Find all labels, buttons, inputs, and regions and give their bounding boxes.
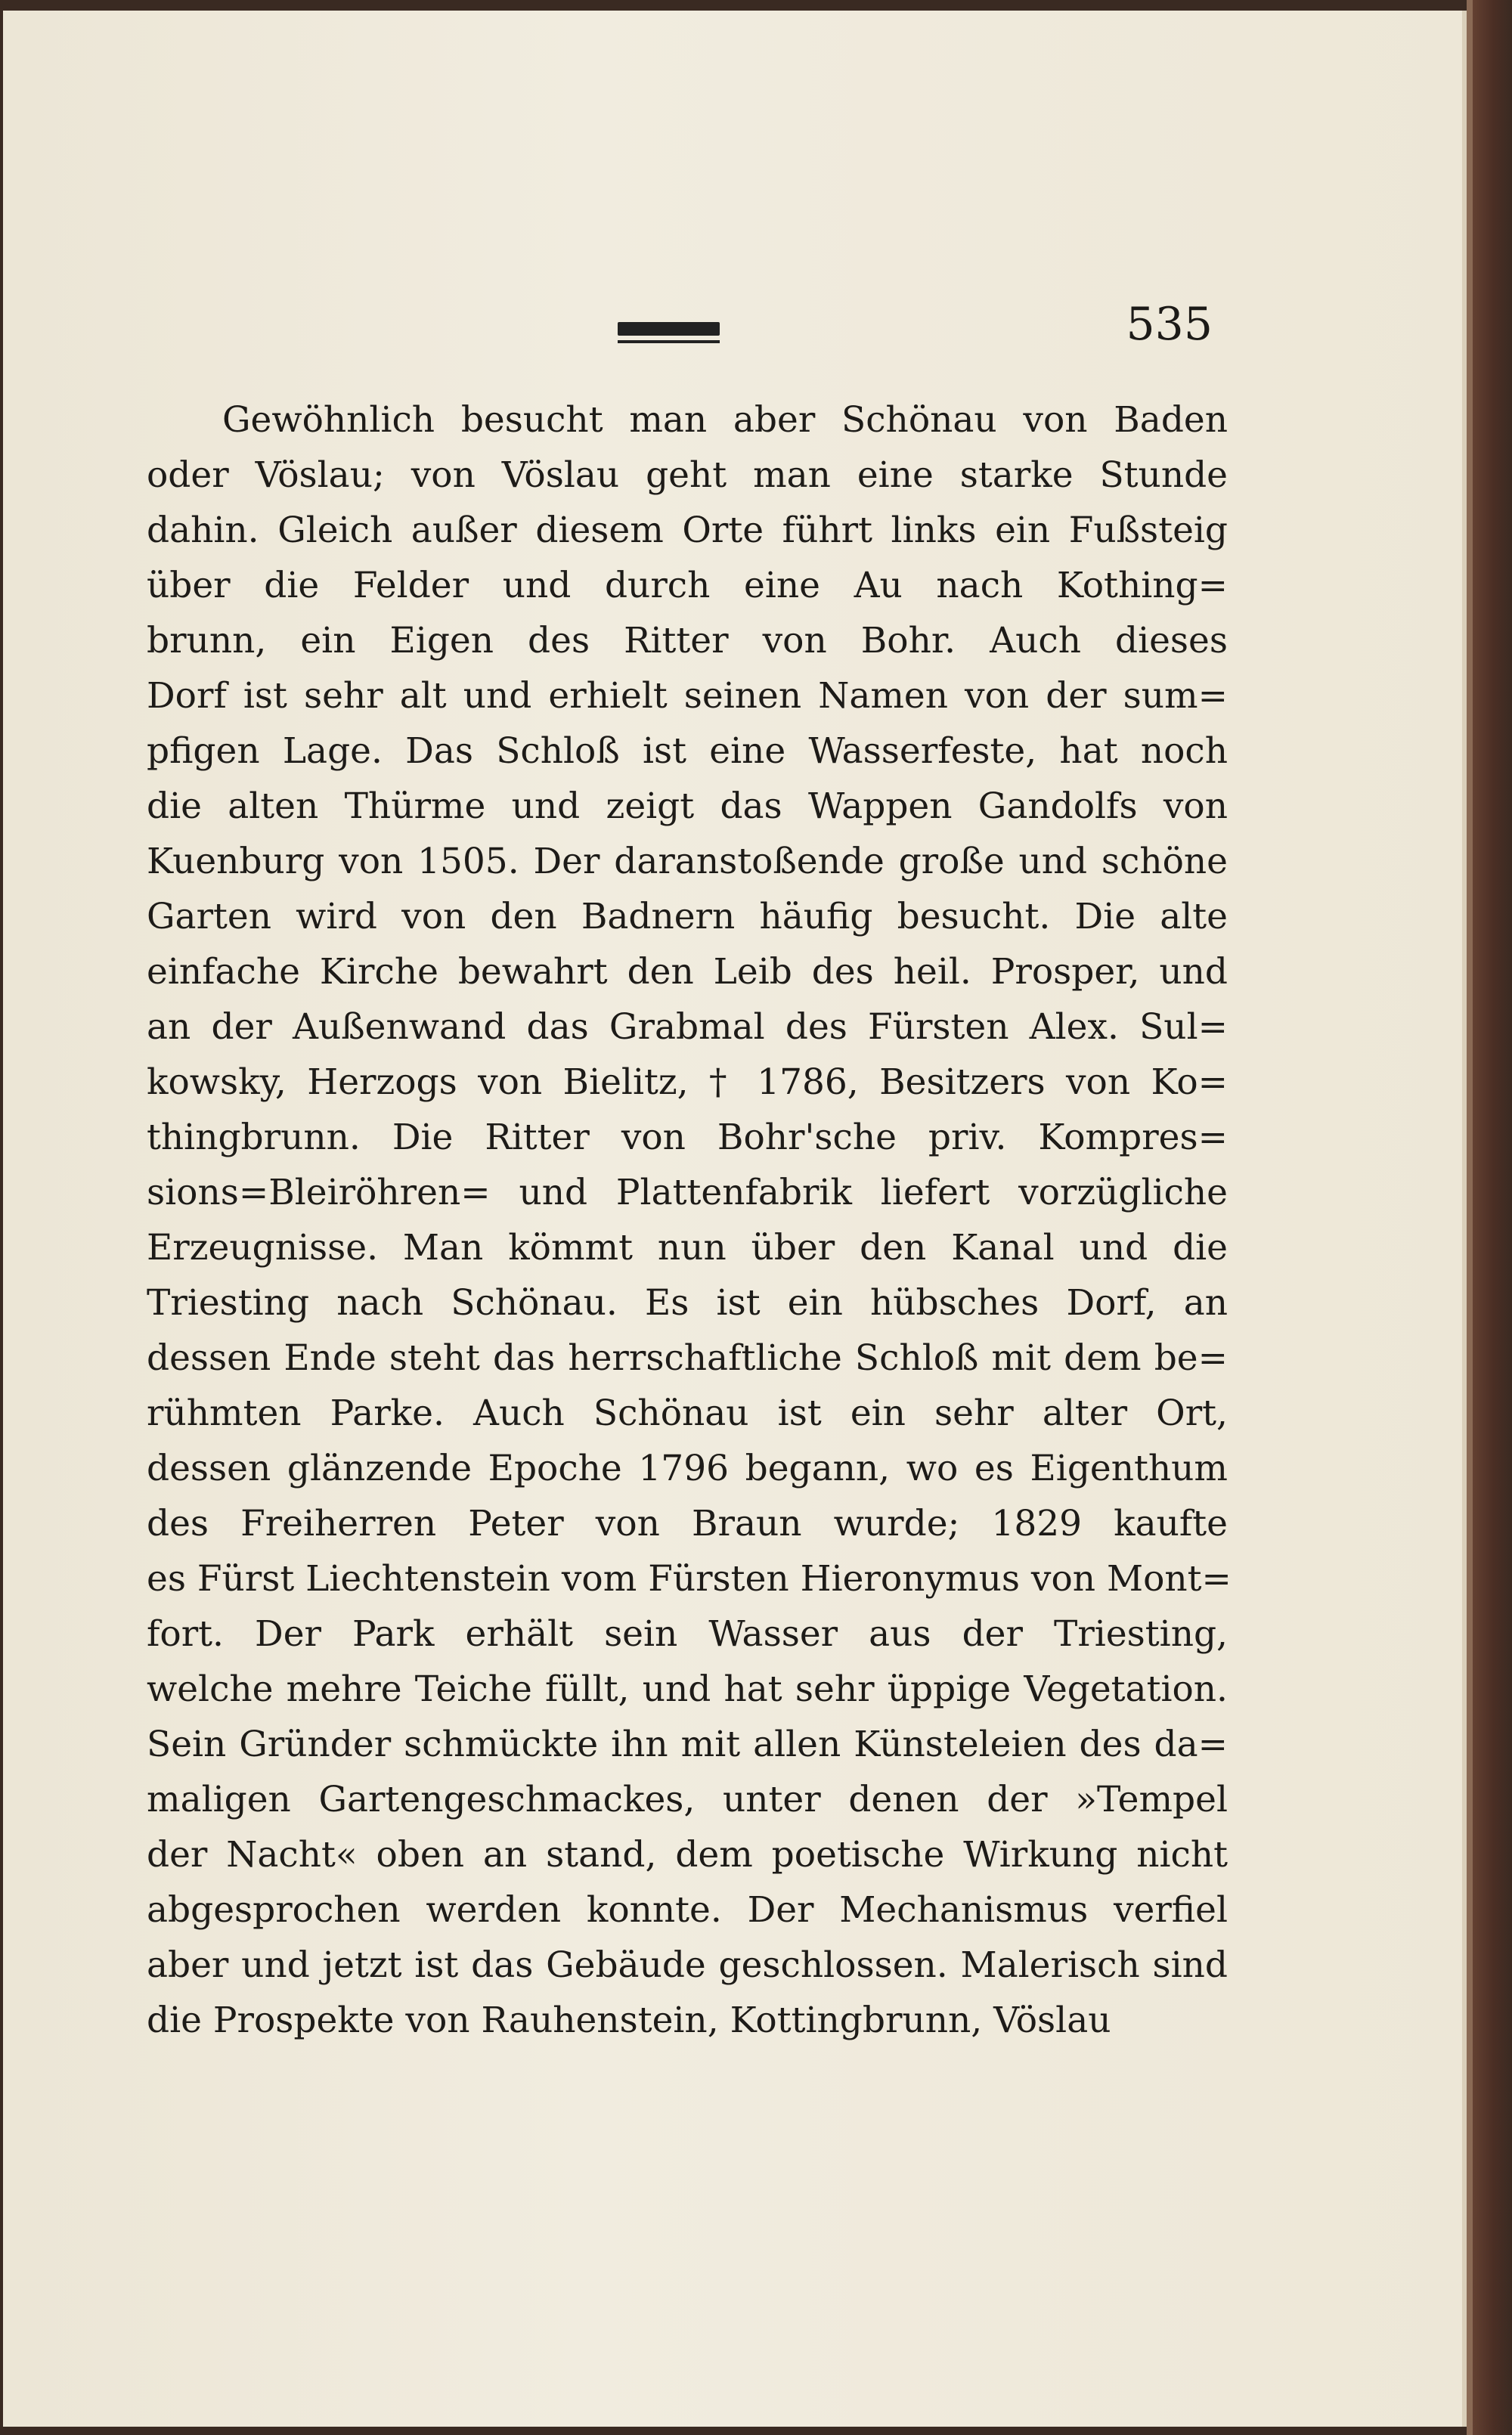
page-number: 535: [1126, 298, 1213, 351]
text-line: die alten Thürme und zeigt das Wappen Gandolfs von: [147, 785, 1228, 827]
text-line: thingbrunn. Die Ritter von Bohr'sche priv. Kompres=: [147, 1117, 1228, 1158]
book-page: [3, 11, 1467, 2427]
text-line: fort. Der Park erhält sein Wasser aus der Triesting,: [147, 1613, 1228, 1655]
text-line: pfigen Lage. Das Schloß ist eine Wasserfeste, hat noch: [147, 730, 1228, 772]
text-line: über die Felder und durch eine Au nach Kothing=: [147, 565, 1228, 606]
header-rule: [618, 322, 720, 336]
text-line: einfache Kirche bewahrt den Leib des heil. Prosper, und: [147, 951, 1228, 993]
text-line: rühmten Parke. Auch Schönau ist ein sehr alter Ort,: [147, 1393, 1228, 1434]
text-line: Erzeugnisse. Man kömmt nun über den Kanal und die: [147, 1227, 1228, 1269]
text-line: sions=Bleiröhren= und Plattenfabrik liefert vorzügliche: [147, 1172, 1228, 1213]
text-line: es Fürst Liechtenstein vom Fürsten Hieronymus von Mont=: [147, 1558, 1232, 1600]
text-line: welche mehre Teiche füllt, und hat sehr üppige Vegetation.: [147, 1668, 1228, 1710]
text-line: Triesting nach Schönau. Es ist ein hübsches Dorf, an: [147, 1282, 1228, 1324]
text-line: die Prospekte von Rauhenstein, Kottingbrunn, Vöslau: [147, 2000, 1111, 2041]
text-line: oder Vöslau; von Vöslau geht man eine starke Stunde: [147, 454, 1228, 496]
text-line: abgesprochen werden konnte. Der Mechanismus verfiel: [147, 1889, 1228, 1931]
text-line: Garten wird von den Badnern häufig besucht. Die alte: [147, 896, 1228, 937]
text-line: an der Außenwand das Grabmal des Fürsten Alex. Sul=: [147, 1006, 1228, 1048]
text-line: aber und jetzt ist das Gebäude geschlossen. Malerisch sind: [147, 1944, 1228, 1986]
text-line: Dorf ist sehr alt und erhielt seinen Namen von der sum=: [147, 675, 1228, 717]
text-line: dahin. Gleich außer diesem Orte führt links ein Fußsteig: [147, 510, 1228, 551]
text-line: kowsky, Herzogs von Bielitz, † 1786, Besitzers von Ko=: [147, 1061, 1228, 1103]
text-line: Sein Gründer schmückte ihn mit allen Künsteleien des da=: [147, 1724, 1228, 1765]
body-text: [147, 392, 1232, 2048]
book-spine-edge: [1467, 0, 1512, 2435]
text-line: dessen glänzende Epoche 1796 begann, wo es Eigenthum: [147, 1448, 1228, 1489]
text-line: Gewöhnlich besucht man aber Schönau von Baden: [222, 399, 1228, 441]
text-line: brunn, ein Eigen des Ritter von Bohr. Auch dieses: [147, 620, 1228, 661]
text-line: Kuenburg von 1505. Der daranstoßende große und schöne: [147, 841, 1228, 882]
text-line: des Freiherren Peter von Braun wurde; 1829 kaufte: [147, 1503, 1228, 1544]
text-line: dessen Ende steht das herrschaftliche Schloß mit dem be=: [147, 1337, 1228, 1379]
text-line: maligen Gartengeschmackes, unter denen der »Tempel: [147, 1779, 1228, 1820]
text-line: der Nacht« oben an stand, dem poetische Wirkung nicht: [147, 1834, 1228, 1876]
